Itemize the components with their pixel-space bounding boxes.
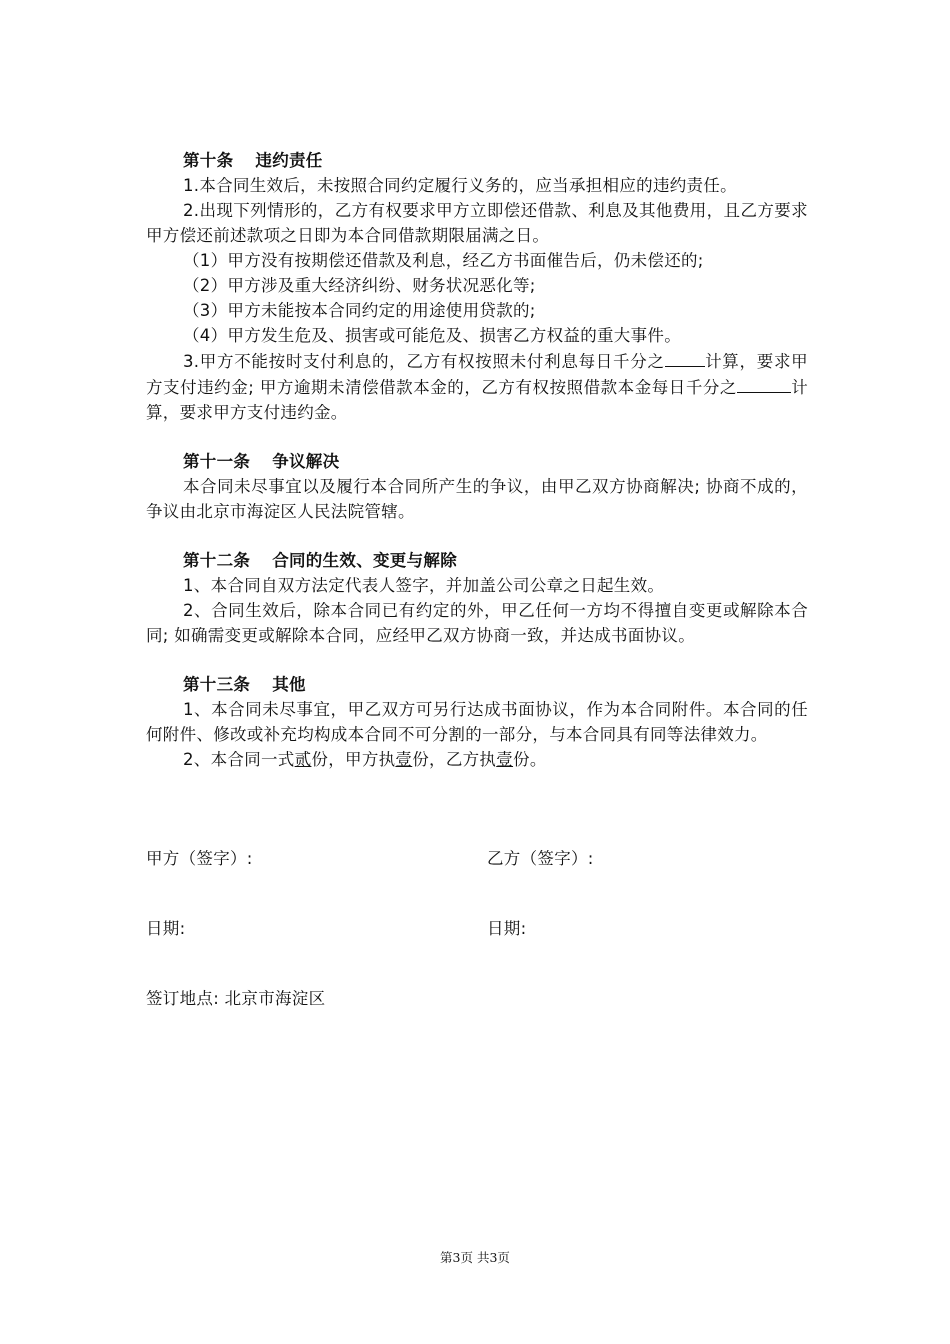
article-12-number: 第十二条 <box>183 551 251 570</box>
article-11-heading <box>146 449 808 474</box>
article-10-number: 第十条 <box>183 151 234 170</box>
clause-3-text-b: 计算，要求甲方支付违约金; 甲方逾期未清偿借款本金的，乙方有权按照借款本金每日千分之 <box>146 352 808 397</box>
section-gap <box>146 648 808 672</box>
article-10-item-1: （1）甲方没有按期偿还借款及利息，经乙方书面催告后，仍未偿还的; <box>183 251 704 270</box>
copies-party-a: 壹 <box>395 750 413 769</box>
clause-3-text-c: 计算，要求甲方支付违约金。 <box>146 378 808 422</box>
party-b-signature-label: 乙方（签字）: <box>487 849 594 868</box>
copies-party-b: 壹 <box>496 750 514 769</box>
page-footer: 第3页 共3页 <box>440 1250 510 1265</box>
clause-3-text-a: 3.甲方不能按时支付利息的，乙方有权按照未付利息每日千分之 <box>183 352 665 371</box>
party-a-date-label: 日期: <box>146 919 186 938</box>
article-10-title: 违约责任 <box>255 151 323 170</box>
article-10-item-2: （2）甲方涉及重大经济纠纷、财务状况恶化等; <box>183 276 536 295</box>
article-12-clause-1: 1、本合同自双方法定代表人签字，并加盖公司公章之日起生效。 <box>183 576 665 595</box>
clause-text: 份，甲方执 <box>311 750 396 769</box>
clause-text: 2、本合同一式 <box>183 750 295 769</box>
article-10-item-3: （3）甲方未能按本合同约定的用途使用贷款的; <box>183 301 536 320</box>
article-10-clause-3 <box>146 348 808 425</box>
section-gap <box>146 425 808 449</box>
interest-rate-blank <box>665 348 705 367</box>
signing-place: 签订地点: 北京市海淀区 <box>146 989 326 1008</box>
article-12-heading <box>146 548 808 573</box>
article-13-number: 第十三条 <box>183 675 251 694</box>
article-10-clause-1: 1.本合同生效后，未按照合同约定履行义务的，应当承担相应的违约责任。 <box>183 176 737 195</box>
article-13-clause-2 <box>146 747 808 772</box>
article-10-heading <box>146 148 808 173</box>
article-11-title: 争议解决 <box>272 452 340 471</box>
copies-total: 贰 <box>294 750 312 769</box>
article-10-item-4: （4）甲方发生危及、损害或可能危及、损害乙方权益的重大事件。 <box>183 326 681 345</box>
article-10-clause-2: 2.出现下列情形的，乙方有权要求甲方立即偿还借款、利息及其他费用，且乙方要求甲方偿还前述款项之日即为本合同借款期限届满之日。 <box>146 201 808 245</box>
principal-rate-blank <box>737 374 791 393</box>
section-gap <box>146 524 808 548</box>
article-13-heading <box>146 672 808 697</box>
clause-text: 份，乙方执 <box>412 750 497 769</box>
party-b-date-label: 日期: <box>487 919 527 938</box>
article-12-title: 合同的生效、变更与解除 <box>272 551 458 570</box>
article-13-title: 其他 <box>272 675 306 694</box>
contract-body <box>146 148 808 772</box>
article-11-number: 第十一条 <box>183 452 251 471</box>
clause-text: 份。 <box>513 750 547 769</box>
article-12-clause-2: 2、合同生效后，除本合同已有约定的外，甲乙任何一方均不得擅自变更或解除本合同; 如确需变更或解除本合同，应经甲乙双方协商一致，并达成书面协议。 <box>146 601 808 645</box>
party-a-signature-label: 甲方（签字）: <box>146 849 253 868</box>
article-11-clause: 本合同未尽事宜以及履行本合同所产生的争议，由甲乙双方协商解决; 协商不成的，争议由北京市海淀区人民法院管辖。 <box>146 477 808 521</box>
article-13-clause-1: 1、本合同未尽事宜，甲乙双方可另行达成书面协议，作为本合同附件。本合同的任何附件、修改或补充均构成本合同不可分割的一部分，与本合同具有同等法律效力。 <box>146 700 808 744</box>
